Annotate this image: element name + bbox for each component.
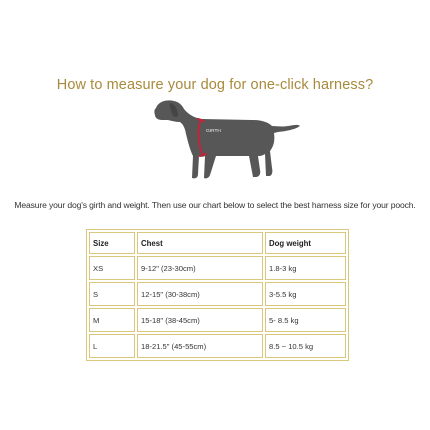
cell-weight: 5- 8.5 kg — [265, 308, 346, 332]
dog-silhouette-icon — [148, 96, 302, 182]
page-title: How to measure your dog for one-click harness? — [56, 77, 374, 93]
table-row — [89, 308, 346, 332]
table-row — [89, 282, 346, 306]
cell-size: M — [89, 308, 135, 332]
header-size: Size — [89, 232, 135, 254]
cell-chest: 12-15" (30-38cm) — [137, 282, 263, 306]
cell-chest: 18-21.5" (45-55cm) — [137, 334, 263, 358]
cell-chest: 15-18" (38-45cm) — [137, 308, 263, 332]
cell-weight: 1.8-3 kg — [265, 256, 346, 280]
cell-chest: 9-12" (23-30cm) — [137, 256, 263, 280]
cell-weight: 3-5.5 kg — [265, 282, 346, 306]
cell-size: XS — [89, 256, 135, 280]
cell-weight: 8.5 ~ 10.5 kg — [265, 334, 346, 358]
header-dog-weight: Dog weight — [265, 232, 346, 254]
table-header-row — [89, 232, 346, 254]
table-row — [89, 256, 346, 280]
header-chest: Chest — [137, 232, 263, 254]
cell-size: L — [89, 334, 135, 358]
dog-girth-illustration — [148, 96, 302, 182]
cell-size: S — [89, 282, 135, 306]
size-chart-table — [86, 229, 349, 361]
table-row — [89, 334, 346, 358]
girth-label: GIRTH — [206, 129, 221, 134]
instruction-text: Measure your dog's girth and weight. Then use our chart below to select the best harness size for your pooch. — [14, 200, 416, 210]
